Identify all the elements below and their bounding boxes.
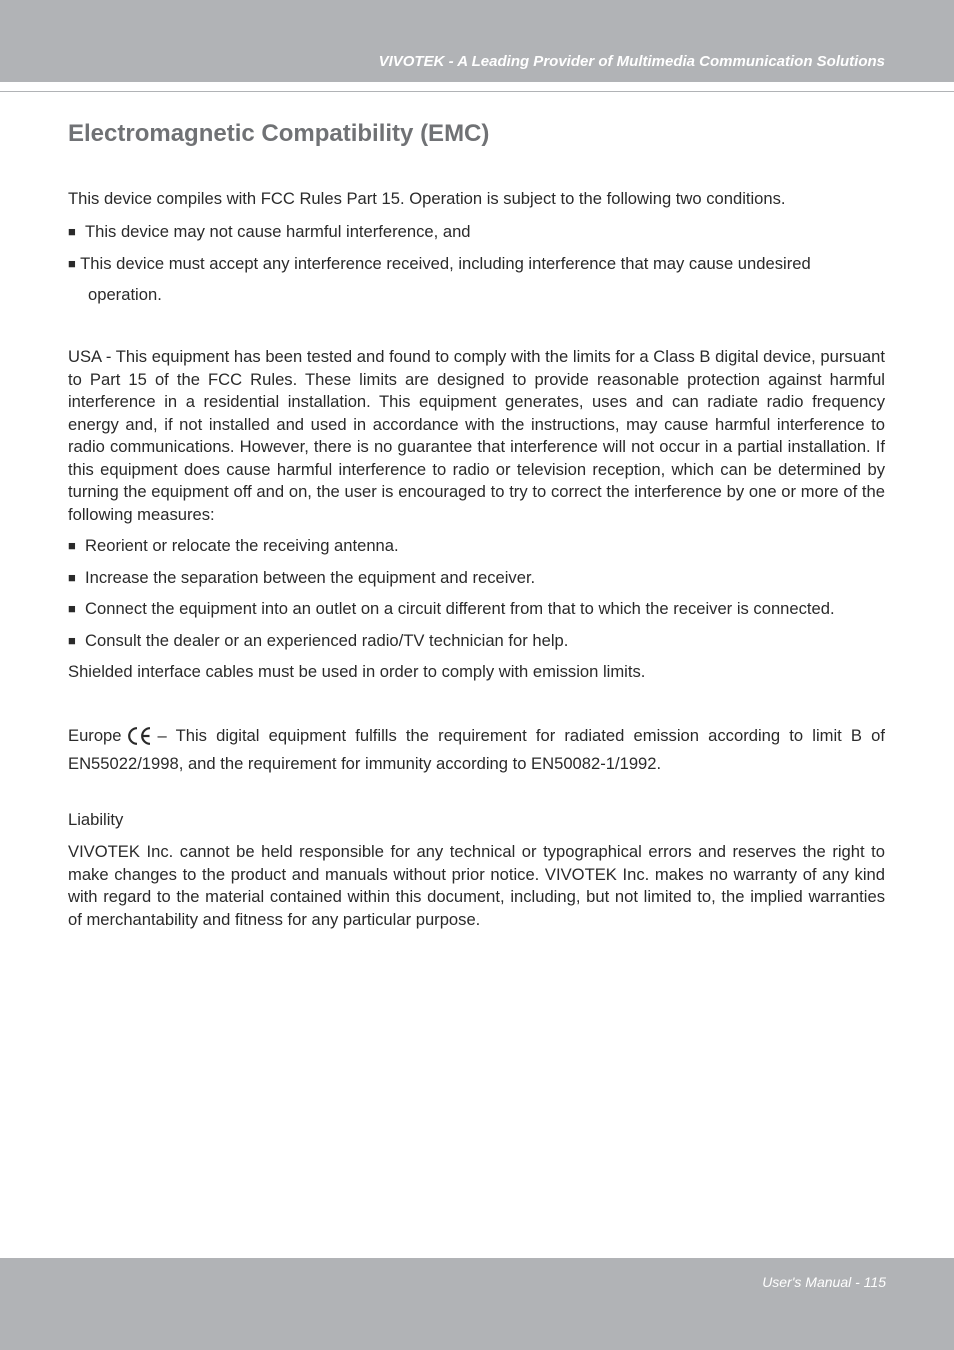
bullet-marker: ■: [68, 601, 76, 616]
shielded-cable-note: Shielded interface cables must be used in order to comply with emission limits.: [68, 662, 646, 681]
usa-measure-text: Connect the equipment into an outlet on a circuit different from that to which the receiver is connected.: [85, 599, 835, 618]
liability-paragraph: VIVOTEK Inc. cannot be held responsible for any technical or typographical errors and reserves the right to make changes to the product and manuals without prior notice. VIVOTEK Inc. makes no warranty of any kind with regard to the material contained within this document, including, but not limited to, the implied warranties of merchantability and fitness for any particular purpose.: [68, 842, 885, 929]
usa-measure-1: [68, 535, 885, 558]
europe-paragraph: [68, 725, 885, 775]
header-band: [0, 0, 954, 82]
usa-paragraph: USA - This equipment has been tested and found to comply with the limits for a Class B digital device, pursuant to Part 15 of the FCC Rules. These limits are designed to provide reasonable protection against harmful interference in a residential installation. This equipment generates, uses and can radiate radio frequency energy and, if not installed and used in accordance with the instructions, may cause harmful interference to radio communications. However, there is no guarantee that interference will not occur in a partial installation. If this equipment does cause harmful interference to radio or television reception, which can be determined by turning the equipment off and on, the user is encouraged to try to correct the interference by one or more of the following measures:: [68, 347, 885, 524]
fcc-intro: This device compiles with FCC Rules Part 15. Operation is subject to the following two conditions.: [68, 189, 786, 208]
footer-band: [0, 1258, 954, 1350]
ce-mark-icon: [126, 726, 152, 753]
header-tagline: VIVOTEK - A Leading Provider of Multimedia Communication Solutions: [378, 53, 885, 70]
usa-measure-3: [68, 598, 885, 621]
ce-mark-graphic: [126, 726, 152, 746]
fcc-condition-1: [68, 221, 885, 244]
bullet-marker: ■: [68, 570, 76, 585]
fcc-condition-continuation: operation.: [88, 285, 162, 304]
page-title: Electromagnetic Compatibility (EMC): [68, 120, 490, 147]
bullet-marker: ■: [68, 256, 76, 271]
bullet-marker: ■: [68, 224, 76, 239]
usa-measure-4: [68, 630, 885, 653]
header-divider: [0, 91, 954, 92]
usa-measure-text: Reorient or relocate the receiving antenna.: [85, 536, 399, 555]
fcc-condition-text: This device must accept any interference received, including interference that may cause undesired: [80, 254, 811, 273]
footer-page-label: User's Manual - 115: [762, 1274, 886, 1290]
europe-label: Europe: [68, 726, 122, 745]
europe-text: – This digital equipment fulfills the requirement for radiated emission according to limit B of EN55022/1998, and the requirement for immunity according to EN50082-1/1992.: [68, 726, 885, 773]
usa-measure-text: Increase the separation between the equipment and receiver.: [85, 568, 536, 587]
fcc-condition-2: [68, 248, 885, 310]
fcc-condition-text: This device may not cause harmful interference, and: [85, 222, 471, 241]
liability-heading: Liability: [68, 810, 124, 829]
usa-measure-text: Consult the dealer or an experienced radio/TV technician for help.: [85, 631, 569, 650]
usa-measure-2: [68, 567, 885, 590]
bullet-marker: ■: [68, 633, 76, 648]
bullet-marker: ■: [68, 538, 76, 553]
